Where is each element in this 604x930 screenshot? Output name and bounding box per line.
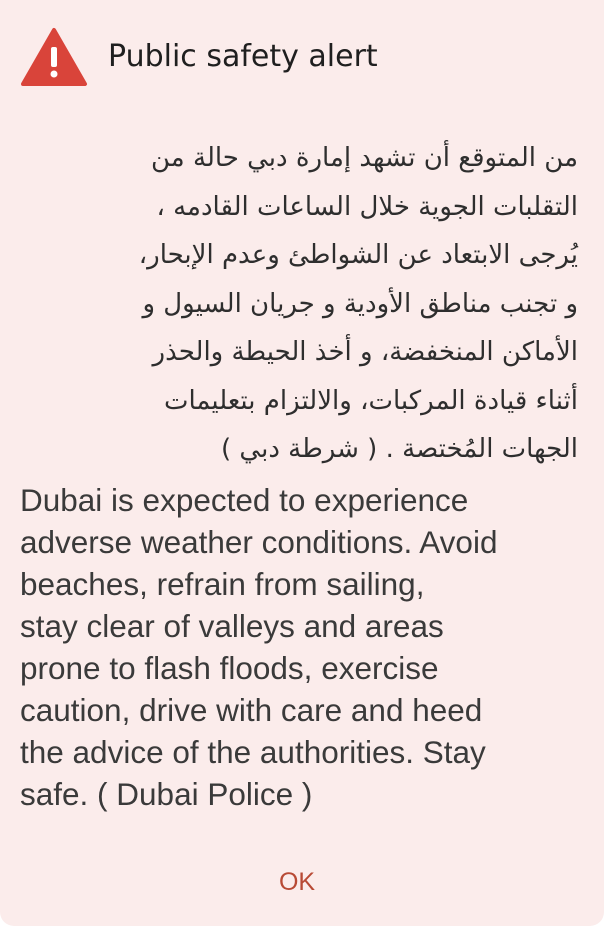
message-arabic-line: التقلبات الجوية خلال الساعات القادمه ، [156,191,578,222]
message-english-line: safe. ( Dubai Police ) [20,776,313,812]
message-english-line: beaches, refrain from sailing, [20,566,425,602]
message-english-line: Dubai is expected to experience [20,482,469,518]
message-arabic-line: الأماكن المنخفضة، و أخذ الحيطة والحذر [152,337,578,367]
warning-triangle-icon [20,27,88,87]
ok-button[interactable]: OK [278,867,316,896]
dialog-title: Public safety alert [108,39,378,74]
message-arabic-line: من المتوقع أن تشهد إمارة دبي حالة من [151,143,578,173]
message-arabic [20,134,578,474]
message-arabic-line: الجهات المُختصة . ( شرطة دبي ) [221,434,578,464]
message-english [20,479,586,815]
message-english-line: adverse weather conditions. Avoid [20,524,498,560]
message-english-line: caution, drive with care and heed [20,692,483,728]
message-arabic-line: يُرجى الابتعاد عن الشواطئ وعدم الإبحار، [138,240,578,270]
message-english-line: prone to flash floods, exercise [20,650,439,686]
message-arabic-line: و تجنب مناطق الأودية و جريان السيول و [142,288,578,319]
message-english-line: the advice of the authorities. Stay [20,734,486,770]
message-arabic-line: أثناء قيادة المركبات، والالتزام بتعليمات [164,385,578,416]
message-english-line: stay clear of valleys and areas [20,608,444,644]
dialog-header [20,22,378,92]
